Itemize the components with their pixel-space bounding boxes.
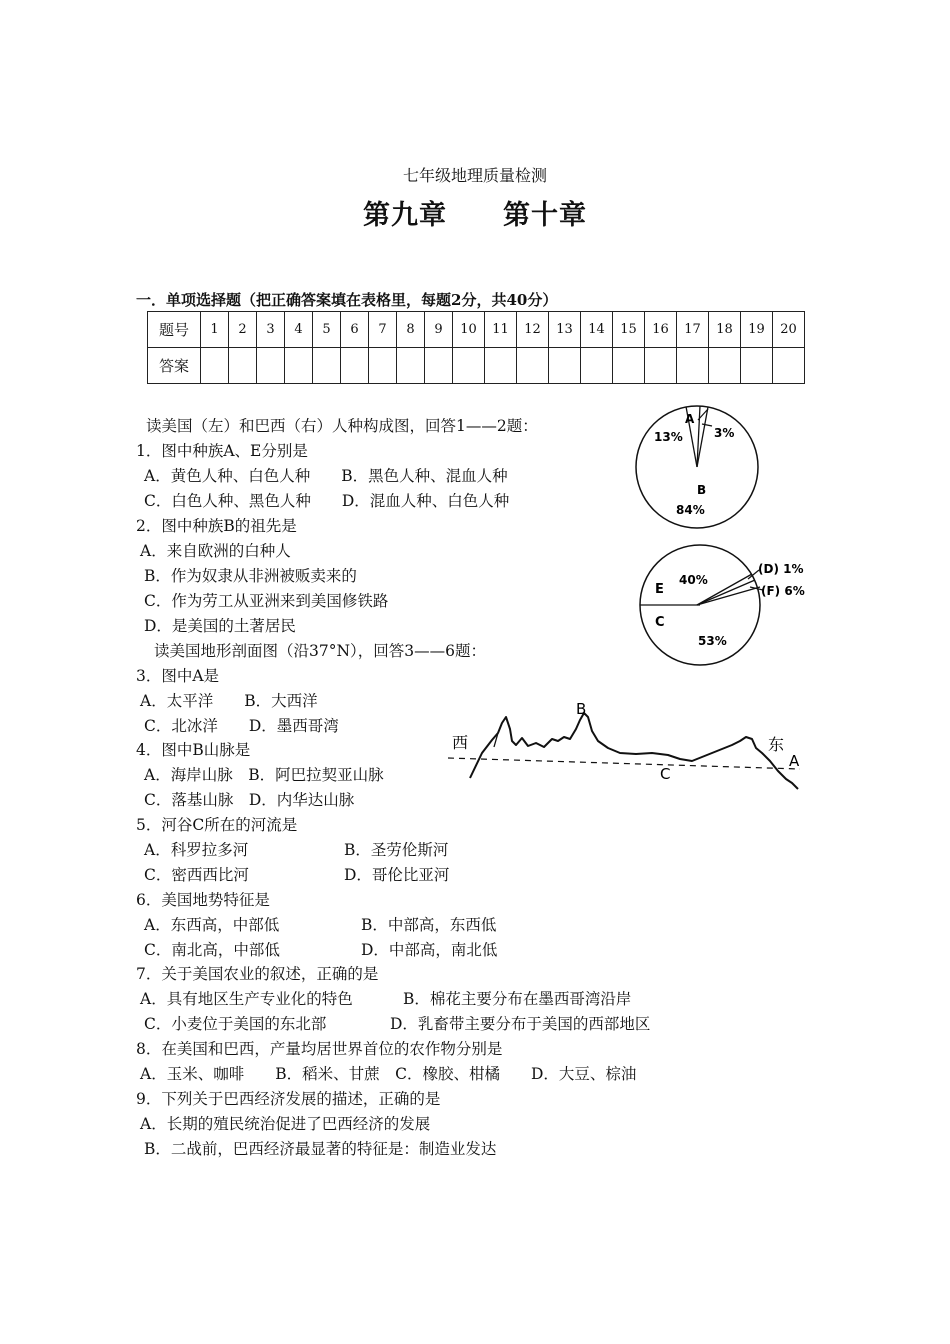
q5-option-d: D．哥伦比亚河 [344,866,450,884]
table-number: 7 [369,312,397,348]
brazil-pie-label-e: E [655,582,664,597]
table-number: 5 [313,312,341,348]
q2-option-d: D．是美国的土著居民 [144,617,296,635]
usa-race-pie-chart [630,400,770,532]
answer-cell[interactable] [741,348,773,384]
usa-terrain-profile [440,693,810,798]
answer-cell[interactable] [485,348,517,384]
table-number: 2 [229,312,257,348]
brazil-pie-label-f: (F) 6% [761,584,805,598]
q2-stem: 2．图中种族B的祖先是 [136,517,297,535]
table-number: 9 [425,312,453,348]
profile-label-b: B [576,700,587,718]
brazil-pie-label-d: (D) 1% [758,562,804,576]
table-number: 19 [741,312,773,348]
q1-stem: 1．图中种族A、E分别是 [136,442,308,460]
table-number: 8 [397,312,425,348]
q5-option-a: A．科罗拉多河 [144,841,249,859]
usa-pie-label-a: A [685,412,695,426]
table-number: 20 [773,312,805,348]
q4-options-ab: A．海岸山脉 B．阿巴拉契亚山脉 [144,766,384,784]
table-number: 4 [285,312,313,348]
q7-option-c: C．小麦位于美国的东北部 [144,1015,327,1033]
q4-stem: 4．图中B山脉是 [136,741,251,759]
q8-stem: 8．在美国和巴西，产量均居世界首位的农作物分别是 [136,1040,503,1058]
q7-option-d: D．乳畜带主要分布于美国的西部地区 [390,1015,651,1033]
answer-cell[interactable] [341,348,369,384]
answer-cell[interactable] [313,348,341,384]
answer-cell[interactable] [229,348,257,384]
table-header-answer: 答案 [148,348,201,384]
q6-option-d: D．中部高，南北低 [361,941,498,959]
answer-cell[interactable] [677,348,709,384]
q1-options-cd: C．白色人种、黑色人种 D．混血人种、白色人种 [144,492,510,510]
answer-cell[interactable] [285,348,313,384]
q9-option-b: B．二战前，巴西经济最显著的特征是：制造业发达 [144,1140,497,1158]
intro-profile: 读美国地形剖面图（沿37°N），回答3——6题： [154,642,487,660]
answer-cell[interactable] [425,348,453,384]
table-number: 18 [709,312,741,348]
table-number: 11 [485,312,517,348]
q6-option-a: A．东西高，中部低 [144,916,280,934]
table-number: 3 [257,312,285,348]
q7-stem: 7．关于美国农业的叙述，正确的是 [136,965,379,983]
q3-options-cd: C．北冰洋 D．墨西哥湾 [144,717,339,735]
answer-cell[interactable] [257,348,285,384]
sea-level-line [448,758,800,769]
answer-table [147,311,805,384]
q9-stem: 9．下列关于巴西经济发展的描述，正确的是 [136,1090,441,1108]
q6-option-c: C．南北高，中部低 [144,941,280,959]
answer-table-answer-row [148,348,805,384]
table-number: 14 [581,312,613,348]
q1-options-ab: A．黄色人种、白色人种 B．黑色人种、混血人种 [144,467,508,485]
q3-stem: 3．图中A是 [136,667,220,685]
usa-pie-label-b: B [697,483,707,497]
answer-cell[interactable] [517,348,549,384]
table-header-number: 题号 [148,312,201,348]
q8-options: A．玉米、咖啡 B．稻米、甘蔗 C．橡胶、柑橘 D．大豆、棕油 [140,1065,637,1083]
answer-cell[interactable] [773,348,805,384]
brazil-pie-pct-53: 53% [698,634,727,648]
usa-pie-pct-3: 3% [714,426,735,440]
table-number: 1 [201,312,229,348]
exam-title: 第九章 第十章 [363,200,587,231]
brazil-pie-label-c: C [655,615,665,630]
table-number: 12 [517,312,549,348]
answer-cell[interactable] [397,348,425,384]
q7-option-a: A．具有地区生产专业化的特色 [140,990,353,1008]
q6-stem: 6．美国地势特征是 [136,891,270,909]
answer-cell[interactable] [453,348,485,384]
table-number: 15 [613,312,645,348]
q5-option-c: C．密西西比河 [144,866,249,884]
q2-option-c: C．作为劳工从亚洲来到美国修铁路 [144,592,389,610]
brazil-pie-pct-40: 40% [679,573,708,587]
section-heading: 一．单项选择题（把正确答案填在表格里，每题2分，共40分） [136,291,558,309]
usa-pie-pointer-3pct [702,424,712,426]
usa-pie-pct-13: 13% [654,430,683,444]
brazil-pie-divider-f [697,587,760,605]
answer-cell[interactable] [201,348,229,384]
table-number: 17 [677,312,709,348]
q7-option-b: B．棉花主要分布在墨西哥湾沿岸 [403,990,632,1008]
table-number: 10 [453,312,485,348]
profile-label-west: 西 [452,733,469,752]
answer-cell[interactable] [549,348,581,384]
q6-option-b: B．中部高，东西低 [361,916,497,934]
q2-option-a: A．来自欧洲的白种人 [140,542,291,560]
table-number: 16 [645,312,677,348]
q2-option-b: B．作为奴隶从非洲被贩卖来的 [144,567,357,585]
answer-cell[interactable] [369,348,397,384]
answer-cell[interactable] [709,348,741,384]
profile-label-east: 东 [768,735,785,754]
exam-subtitle: 七年级地理质量检测 [402,166,547,185]
q3-options-ab: A．太平洋 B．大西洋 [140,692,318,710]
table-number: 6 [341,312,369,348]
answer-cell[interactable] [645,348,677,384]
q5-option-b: B．圣劳伦斯河 [344,841,449,859]
q4-options-cd: C．落基山脉 D．内华达山脉 [144,791,355,809]
brazil-race-pie-chart [630,540,820,670]
answer-table-number-row [148,312,805,348]
table-number: 13 [549,312,581,348]
answer-cell[interactable] [581,348,613,384]
answer-cell[interactable] [613,348,645,384]
usa-pie-pct-84: 84% [676,503,705,517]
intro-race-charts: 读美国（左）和巴西（右）人种构成图，回答1——2题： [146,417,538,435]
q9-option-a: A．长期的殖民统治促进了巴西经济的发展 [140,1115,431,1133]
profile-label-c: C [660,765,671,783]
profile-label-a: A [789,752,800,770]
q5-stem: 5．河谷C所在的河流是 [136,816,298,834]
terrain-profile-line [470,713,798,789]
